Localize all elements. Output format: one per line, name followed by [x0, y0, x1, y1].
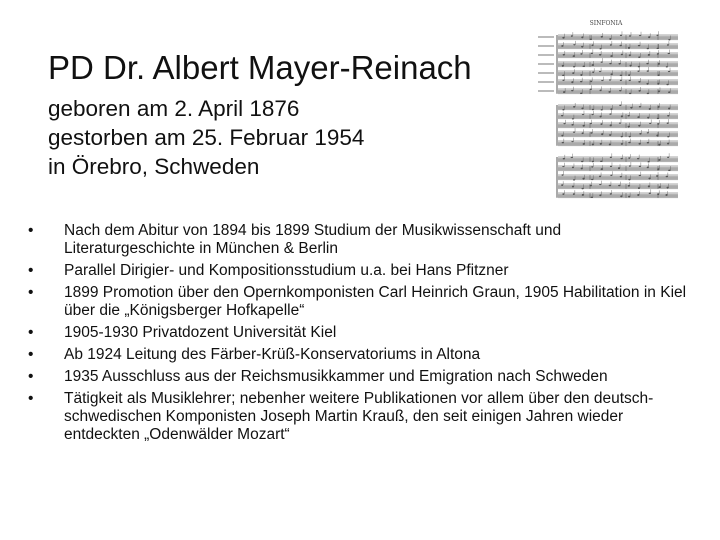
note-head	[621, 158, 623, 160]
note-head	[562, 74, 564, 76]
note-head	[648, 186, 650, 188]
note-head	[628, 157, 630, 159]
note-head	[563, 123, 565, 125]
note-head	[667, 115, 669, 117]
note-head	[580, 74, 582, 76]
note-head	[562, 193, 564, 195]
note-head	[638, 81, 640, 83]
note-head	[580, 53, 582, 55]
note-head	[646, 63, 648, 65]
bullet-marker: •	[28, 324, 34, 341]
note-head	[621, 116, 623, 118]
note-head	[609, 63, 611, 65]
note-head	[572, 167, 574, 169]
note-head	[628, 185, 630, 187]
note-head	[628, 179, 630, 181]
list-item	[28, 390, 688, 444]
note-head	[647, 167, 649, 169]
note-head	[647, 70, 649, 72]
note-head	[592, 64, 594, 66]
birth-date-line: geboren am 2. April 1876	[48, 96, 300, 121]
note-head	[666, 66, 668, 68]
note-head	[610, 157, 612, 159]
note-head	[666, 176, 668, 178]
note-head	[582, 178, 584, 180]
note-head	[599, 195, 601, 197]
list-item-text: 1905-1930 Privatdozent Universität Kiel	[64, 324, 337, 341]
note-head	[571, 124, 573, 126]
note-head	[667, 122, 669, 124]
note-head	[610, 166, 612, 168]
note-head	[629, 136, 631, 138]
note-head	[600, 160, 602, 162]
bullet-marker: •	[28, 368, 34, 385]
list-item	[28, 222, 688, 258]
note-head	[608, 91, 610, 93]
note-head	[573, 179, 575, 181]
note-head	[639, 175, 641, 177]
note-head	[659, 186, 661, 188]
note-head	[668, 169, 670, 171]
note-head	[629, 55, 631, 57]
note-head	[609, 144, 611, 146]
sheet-music-image	[530, 5, 682, 215]
note-head	[561, 184, 563, 186]
bullet-marker: •	[28, 346, 34, 363]
note-head	[658, 159, 660, 161]
note-head	[637, 194, 639, 196]
note-head	[601, 109, 603, 111]
bullet-marker: •	[28, 284, 34, 301]
note-head	[637, 116, 639, 118]
note-head	[647, 142, 649, 144]
note-head	[630, 107, 632, 109]
note-head	[563, 54, 565, 56]
note-head	[610, 125, 612, 127]
note-head	[562, 109, 564, 111]
note-head	[609, 185, 611, 187]
note-head	[590, 81, 592, 83]
note-head	[647, 48, 649, 50]
note-head	[657, 168, 659, 170]
list-item-text: 1899 Promotion über den Opernkomponisten Carl Heinrich Graun, 1905 Habilitation in Kiel über die „Königsberger Hofkapelle“	[64, 284, 687, 319]
note-head	[657, 83, 659, 85]
note-head	[648, 37, 650, 39]
note-head	[583, 125, 585, 127]
note-head	[629, 35, 631, 37]
note-head	[647, 161, 649, 163]
life-dates	[48, 94, 364, 181]
note-head	[639, 106, 641, 108]
note-head	[580, 81, 582, 83]
note-head	[561, 115, 563, 117]
note-head	[599, 90, 601, 92]
note-head	[639, 166, 641, 168]
list-item-text: Nach dem Abitur von 1894 bis 1899 Studium der Musikwissenschaft und Literaturgeschichte in München & Berlin	[64, 222, 562, 257]
note-head	[599, 184, 601, 186]
note-head	[628, 196, 630, 198]
note-head	[581, 46, 583, 48]
note-head	[562, 166, 564, 168]
note-head	[561, 45, 563, 47]
note-head	[610, 55, 612, 57]
note-head	[628, 47, 630, 49]
note-head	[646, 83, 648, 85]
death-place-line: in Örebro, Schweden	[48, 154, 260, 179]
note-head	[573, 55, 575, 57]
note-head	[591, 45, 593, 47]
note-head	[599, 48, 601, 50]
note-head	[563, 158, 565, 160]
slide-title: PD Dr. Albert Mayer-Reinach	[48, 49, 472, 86]
note-head	[590, 132, 592, 134]
note-head	[668, 91, 670, 93]
note-head	[647, 117, 649, 119]
note-head	[619, 122, 621, 124]
note-head	[637, 158, 639, 160]
note-head	[638, 125, 640, 127]
note-head	[611, 74, 613, 76]
note-head	[571, 90, 573, 92]
note-head	[657, 106, 659, 108]
note-head	[609, 113, 611, 115]
note-head	[592, 161, 594, 163]
note-head	[620, 196, 622, 198]
note-head	[573, 193, 575, 195]
note-head	[610, 44, 612, 46]
note-head	[629, 80, 631, 82]
note-head	[657, 47, 659, 49]
note-head	[592, 144, 594, 146]
note-head	[638, 187, 640, 189]
note-head	[562, 37, 564, 39]
note-head	[620, 80, 622, 82]
note-head	[667, 44, 669, 46]
note-head	[592, 109, 594, 111]
note-head	[621, 143, 623, 145]
note-head	[647, 93, 649, 95]
note-head	[581, 168, 583, 170]
note-head	[666, 187, 668, 189]
note-head	[638, 90, 640, 92]
note-head	[610, 175, 612, 177]
note-head	[667, 136, 669, 138]
note-head	[583, 143, 585, 145]
note-head	[668, 71, 670, 73]
note-head	[591, 114, 593, 116]
note-head	[648, 178, 650, 180]
note-head	[620, 74, 622, 76]
note-head	[619, 63, 621, 65]
note-head	[600, 143, 602, 145]
note-head	[572, 186, 574, 188]
note-head	[583, 65, 585, 67]
note-head	[628, 115, 630, 117]
note-head	[571, 35, 573, 37]
note-head	[628, 126, 630, 128]
note-head	[668, 53, 670, 55]
note-head	[649, 123, 651, 125]
note-head	[581, 188, 583, 190]
note-head	[581, 37, 583, 39]
note-head	[591, 166, 593, 168]
note-head	[572, 72, 574, 74]
bullet-marker: •	[28, 222, 34, 239]
list-item-text: Tätigkeit als Musiklehrer; nebenher weitere Publikationen vor allem über den deutsch-schwedischen Komponisten Joseph Martin Krauß, den seit einigen Jahren wieder entdeckten „Odenwälder Mozart“	[64, 390, 654, 443]
note-head	[601, 168, 603, 170]
note-head	[656, 34, 658, 36]
note-head	[573, 66, 575, 68]
note-head	[638, 56, 640, 58]
biography-list	[28, 222, 688, 448]
list-item	[28, 368, 688, 386]
note-head	[619, 90, 621, 92]
list-item	[28, 346, 688, 364]
note-head	[601, 36, 603, 38]
list-item	[28, 284, 688, 320]
note-head	[610, 193, 612, 195]
note-head	[601, 134, 603, 136]
note-head	[620, 45, 622, 47]
note-head	[562, 142, 564, 144]
note-head	[601, 61, 603, 63]
note-head	[639, 133, 641, 135]
note-head	[580, 92, 582, 94]
note-head	[562, 65, 564, 67]
note-head	[666, 84, 668, 86]
bullet-marker: •	[28, 262, 34, 279]
note-head	[648, 54, 650, 56]
note-head	[599, 54, 601, 56]
note-head	[572, 118, 574, 120]
note-head	[571, 141, 573, 143]
note-head	[620, 176, 622, 178]
note-head	[582, 133, 584, 135]
note-head	[609, 38, 611, 40]
note-head	[638, 45, 640, 47]
note-head	[649, 193, 651, 195]
note-head	[571, 157, 573, 159]
note-head	[639, 35, 641, 37]
list-item-text: Parallel Dirigier- und Kompositionsstudium u.a. bei Hans Pfitzner	[64, 262, 509, 279]
note-head	[563, 91, 565, 93]
note-head	[629, 65, 631, 67]
note-head	[573, 131, 575, 133]
note-head	[601, 80, 603, 82]
note-head	[665, 194, 667, 196]
note-head	[581, 161, 583, 163]
note-head	[619, 105, 621, 107]
note-head	[620, 35, 622, 37]
note-head	[610, 108, 612, 110]
list-item-text: Ab 1924 Leitung des Färber-Krüß-Konservatoriums in Altona	[64, 346, 481, 363]
note-head	[592, 71, 594, 73]
note-head	[562, 79, 564, 81]
score-heading: SINFONIA	[589, 20, 623, 27]
note-head	[591, 179, 593, 181]
note-head	[649, 108, 651, 110]
note-head	[667, 156, 669, 158]
note-head	[582, 194, 584, 196]
note-head	[668, 108, 670, 110]
list-item-text: 1935 Ausschluss aus der Reichsmusikkammer und Emigration nach Schweden	[64, 368, 608, 385]
note-head	[629, 165, 631, 167]
note-head	[600, 123, 602, 125]
note-head	[638, 66, 640, 68]
note-head	[647, 132, 649, 134]
score-staves	[538, 31, 678, 198]
note-head	[573, 44, 575, 46]
note-head	[618, 185, 620, 187]
note-head	[581, 108, 583, 110]
list-item	[28, 262, 688, 280]
note-head	[658, 144, 660, 146]
note-head	[600, 116, 602, 118]
note-head	[629, 93, 631, 95]
note-head	[609, 79, 611, 81]
note-head	[571, 82, 573, 84]
note-head	[591, 53, 593, 55]
note-head	[582, 114, 584, 116]
death-date-line: gestorben am 25. Februar 1954	[48, 125, 365, 150]
note-head	[621, 54, 623, 56]
note-head	[609, 134, 611, 136]
note-head	[637, 70, 639, 72]
note-head	[618, 168, 620, 170]
note-head	[621, 136, 623, 138]
note-head	[591, 196, 593, 198]
note-head	[573, 106, 575, 108]
list-item	[28, 324, 688, 342]
note-head	[628, 74, 630, 76]
bullet-marker: •	[28, 390, 34, 407]
note-head	[639, 143, 641, 145]
note-head	[628, 142, 630, 144]
note-head	[561, 174, 563, 176]
note-head	[561, 135, 563, 137]
note-head	[668, 39, 670, 41]
note-head	[667, 143, 669, 145]
note-head	[599, 71, 601, 73]
note-head	[599, 176, 601, 178]
